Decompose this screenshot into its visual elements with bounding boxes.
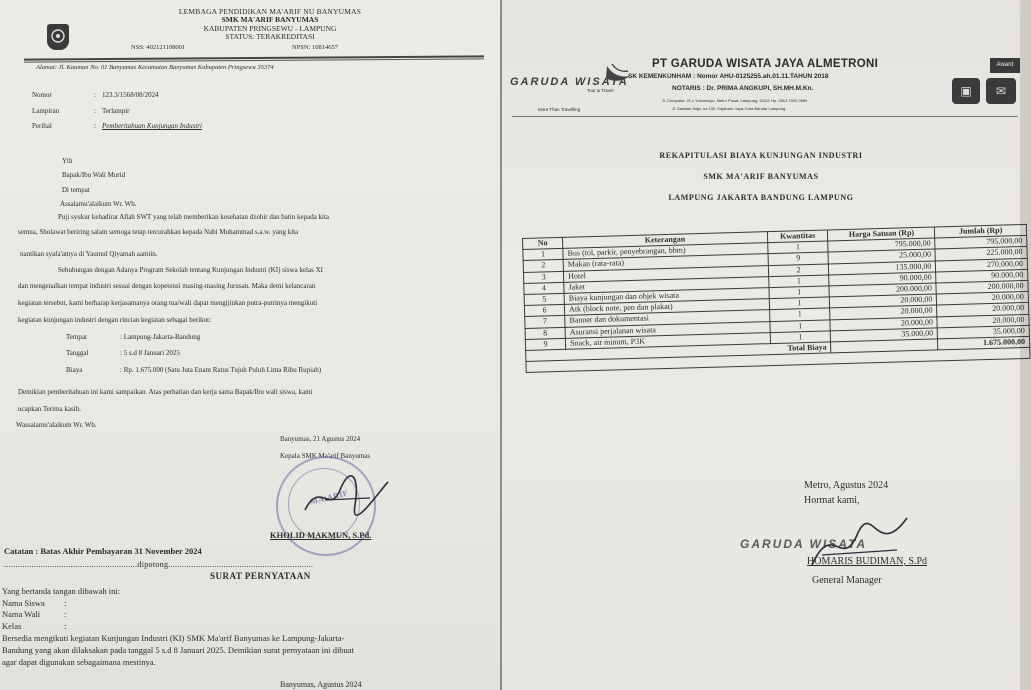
meta-nomor: Nomor : 123.3/1568/08/2024	[32, 91, 159, 99]
closing-salam: Wassalamu'alaikum Wr. Wb.	[16, 421, 97, 429]
cell-kwantitas: 1	[769, 297, 830, 310]
letterhead-nss: NSS: 402121108001	[131, 44, 186, 51]
cell-jumlah: 795.000,00	[935, 236, 1027, 250]
cell-kwantitas: 1	[770, 331, 831, 344]
company-address-line: Jl. Sawitan Haju, no 132, Kajabaru Jaya, Kota Bandar Lampung	[672, 106, 786, 111]
cell-keterangan: Makan (rata-rata)	[563, 254, 768, 271]
cut-line: ..........................................................dipotong...............................................................	[4, 560, 314, 569]
cell-keterangan: Biaya kunjungan dan objek wisata	[564, 288, 769, 305]
letterhead-line1: LEMBAGA PENDIDIKAN MA'ARIF NU BANYUMAS	[178, 7, 362, 16]
recap-signer-name: HOMARIS BUDIMAN, S.Pd	[807, 556, 928, 567]
cell-no: 6	[524, 305, 564, 317]
company-tagline: More Than Travelling	[538, 107, 581, 112]
cell-harga-satuan: 20.000,00	[830, 294, 937, 308]
cell-kwantitas: 1	[769, 308, 830, 321]
detail-tanggal: Tanggal : 5 s.d 8 Januari 2025	[66, 349, 180, 357]
greeting-place: Di tempat	[62, 186, 90, 194]
cell-keterangan: Bus (tol, parkir, penyebrangan, bbm)	[563, 243, 768, 260]
company-stamp-text: GARUDA WISATA	[740, 537, 868, 551]
meta-perihal: Perihal : Pemberitahuan Kunjungan Industri	[32, 122, 202, 130]
cell-no: 1	[523, 249, 563, 261]
certificate-icon: ▣	[952, 78, 980, 104]
cell-keterangan: Atk (block note, pen dan plakat)	[564, 299, 769, 316]
letterhead-divider	[512, 116, 1018, 117]
cell-harga-satuan: 135.000,00	[829, 261, 936, 275]
closing-line: ucapkan Terima kasih.	[18, 405, 81, 413]
statement-field-nama-wali: Nama Wali :	[2, 609, 67, 619]
company-address-line: Jl. Cempaka, 21 c Yosomulyo, Metro Pusat, Lampung, 34111 Hp. 0813 7900 0589	[662, 98, 808, 103]
cell-keterangan: Asuransi perjalanan wisata	[565, 321, 770, 338]
cell-kwantitas: 1	[768, 241, 829, 254]
statement-intro: Yang bertanda tangan dibawah ini:	[2, 586, 121, 596]
paragraph1-line: nantikan syafa'atnya di Yaumul Qiyamah aamiin.	[20, 250, 158, 258]
cell-keterangan: Jaket	[564, 276, 769, 293]
letter-date: Banyumas, 21 Agustus 2024	[280, 435, 361, 443]
opening-salam: Assalamu'alaikum Wr. Wb.	[60, 200, 137, 208]
statement-title: SURAT PERNYATAAN	[210, 571, 311, 581]
detail-biaya: Biaya : Rp. 1.675.000 (Satu Juta Enam Ratus Tujuh Puluh Lima Ribu Rupiah)	[66, 366, 322, 374]
detail-tempat: Tempat : Lampung-Jakarta-Bandung	[66, 333, 201, 341]
cell-no: 9	[525, 338, 565, 350]
signer-title: Kepala SMK Ma'arif Banyumas	[280, 452, 371, 460]
cell-harga-satuan: 20.000,00	[830, 305, 937, 319]
cell-no: 2	[523, 260, 563, 272]
col-jumlah: Jumlah (Rp)	[935, 224, 1027, 238]
cell-no: 4	[524, 282, 564, 294]
company-notaris: NOTARIS : Dr. PRIMA ANGKUPI, SH.MH.M.Kn.	[672, 85, 814, 92]
cell-jumlah: 225.000,00	[935, 247, 1027, 261]
cell-keterangan: Banner dan dokumentasi	[565, 310, 770, 327]
cell-harga-satuan: 90.000,00	[829, 272, 936, 286]
cell-jumlah: 90.000,00	[936, 269, 1028, 283]
school-stamp-text: MA'ARIF	[309, 488, 350, 507]
recap-closing: Hormat kami,	[804, 495, 860, 506]
closing-line: Demikian pemberitahuan ini kami sampaikan. Atas perhatian dan kerja sama Bapak/Ibu wali siswa, kami	[18, 388, 313, 396]
statement-body-line: agar dapat digunakan sebagaimana mestinya.	[2, 657, 156, 667]
signature-icon	[802, 510, 912, 580]
col-keterangan: Keterangan	[563, 232, 768, 249]
cell-kwantitas: 1	[768, 275, 829, 288]
company-logo-word: GARUDA WISATA	[510, 76, 629, 88]
cost-table	[522, 224, 1031, 373]
cell-kwantitas: 1	[769, 286, 830, 299]
company-name: PT GARUDA WISATA JAYA ALMETRONI	[652, 58, 879, 70]
paragraph2-line: kegiatan kunjungan industri dengan rincian kegiatan sebagai berikut:	[18, 316, 212, 324]
recap-school: SMK MA'ARIF BANYUMAS	[703, 172, 819, 181]
cell-kwantitas: 1	[770, 320, 831, 333]
letterhead-school-name: SMK MA'ARIF BANYUMAS	[221, 15, 319, 24]
recap-date: Metro, Agustus 2024	[804, 480, 889, 491]
greeting-recipient: Bapak/Ibu Wali Murid	[62, 171, 126, 179]
company-sk: SK KEMENKUNHAM : Nomor AHU-0125255.ah.01.11.TAHUN 2018	[628, 73, 829, 80]
cell-harga-satuan: 20.000,00	[830, 317, 937, 331]
paragraph1-line: Puji syukur kehadirat Allah SWT yang telah memberikan kesehatan dzohir dan batin kepada kita	[58, 213, 330, 221]
letterhead-line3: KABUPATEN PRINGSEWU - LAMPUNG	[203, 24, 337, 33]
col-harga-satuan: Harga Satuan (Rp)	[828, 227, 935, 241]
cell-no: 7	[525, 316, 565, 328]
cell-kwantitas: 9	[768, 252, 829, 265]
cell-no: 8	[525, 327, 565, 339]
cell-jumlah: 200.000,00	[936, 280, 1028, 294]
statement-body-line: Bersedia mengikuti kegiatan Kunjungan Industri (KI) SMK Ma'arif Banyumas ke Lampung-Jakarta-	[2, 633, 345, 643]
cell-jumlah: 20.000,00	[937, 314, 1029, 328]
statement-field-nama-siswa: Nama Siswa :	[2, 598, 67, 608]
school-letter-page	[0, 0, 500, 690]
cell-jumlah: 35.000,00	[938, 325, 1030, 339]
signer-name: KHOLID MAKMUN, S.Pd.	[270, 530, 372, 540]
signature-icon	[300, 470, 390, 520]
statement-field-kelas: Kelas :	[2, 621, 67, 631]
cell-jumlah: 20.000,00	[937, 292, 1029, 306]
cell-harga-satuan: 25.000,00	[828, 249, 935, 263]
recap-title: REKAPITULASI BIAYA KUNJUNGAN INDUSTRI	[659, 151, 863, 160]
cell-no: 5	[524, 293, 564, 305]
total-label: Total Biaya	[526, 342, 832, 362]
cost-recap-page	[500, 0, 1026, 690]
cell-harga-satuan: 35.000,00	[831, 328, 938, 342]
paragraph2-line: dan mengenalkan tempat industri sesuai dengan kopetensi masing-masing Jurusan. Maka demi kelancaran	[18, 282, 316, 290]
paragraph1-line: semua, Sholawat beriring salam semoga tetap tercurahkan kepada Nabi Muhammad s.a.w. yang kita	[18, 228, 299, 236]
payment-note: Catatan : Batas Akhir Pembayaran 31 November 2024	[4, 546, 202, 556]
greeting-yth: Yth	[62, 157, 73, 165]
cell-no: 3	[523, 271, 563, 283]
letterhead-status: STATUS: TERAKREDITASI	[225, 32, 315, 41]
paragraph2-line: kegiatan tersebut, kami berharap kerjasamanya orang tua/wali dapat mengijinkan putra-putrinya mengikuti	[18, 299, 318, 307]
letterhead-npsn: NPSN: 10814657	[292, 44, 339, 51]
company-logo-sub: Tour & Travel	[587, 88, 614, 93]
award-badge: Award	[990, 58, 1020, 73]
cell-kwantitas: 2	[768, 264, 829, 277]
meta-lampiran: Lampiran : Terlampir	[32, 107, 130, 115]
statement-footer-date: Banyumas, Agustus 2024	[280, 680, 362, 689]
chat-icon: ✉	[986, 78, 1016, 104]
cell-harga-satuan: 200.000,00	[829, 283, 936, 297]
total-value: 1.675.000,00	[938, 336, 1030, 350]
cell-keterangan: Hotel	[564, 265, 769, 282]
col-kwantitas: Kwantitas	[767, 230, 828, 243]
recap-route: LAMPUNG JAKARTA BANDUNG LAMPUNG	[668, 193, 854, 202]
cell-jumlah: 270.000,00	[936, 258, 1028, 272]
statement-body-line: Bandung yang akan dilaksakan pada tanggal 5 s.d 8 Januari 2025. Demikian surat pernyataan ini dibuat	[2, 645, 354, 655]
cell-harga-satuan: 795.000,00	[828, 238, 935, 252]
paragraph2-line: Sehubungan dengan Adanya Program Sekolah tentang Kunjungan Industri (KI) siswa kelas XI	[58, 266, 323, 274]
cell-jumlah: 20.000,00	[937, 303, 1029, 317]
cell-keterangan: Snack, air minum, P3K	[565, 332, 770, 349]
letterhead-address: Alamat: Jl. Kauman No. 01 Banyumas Kecamatan Banyumas Kabupaten Pringsewu 35374	[36, 64, 274, 71]
recap-signer-position: General Manager	[812, 575, 882, 586]
col-no: No	[523, 237, 563, 249]
